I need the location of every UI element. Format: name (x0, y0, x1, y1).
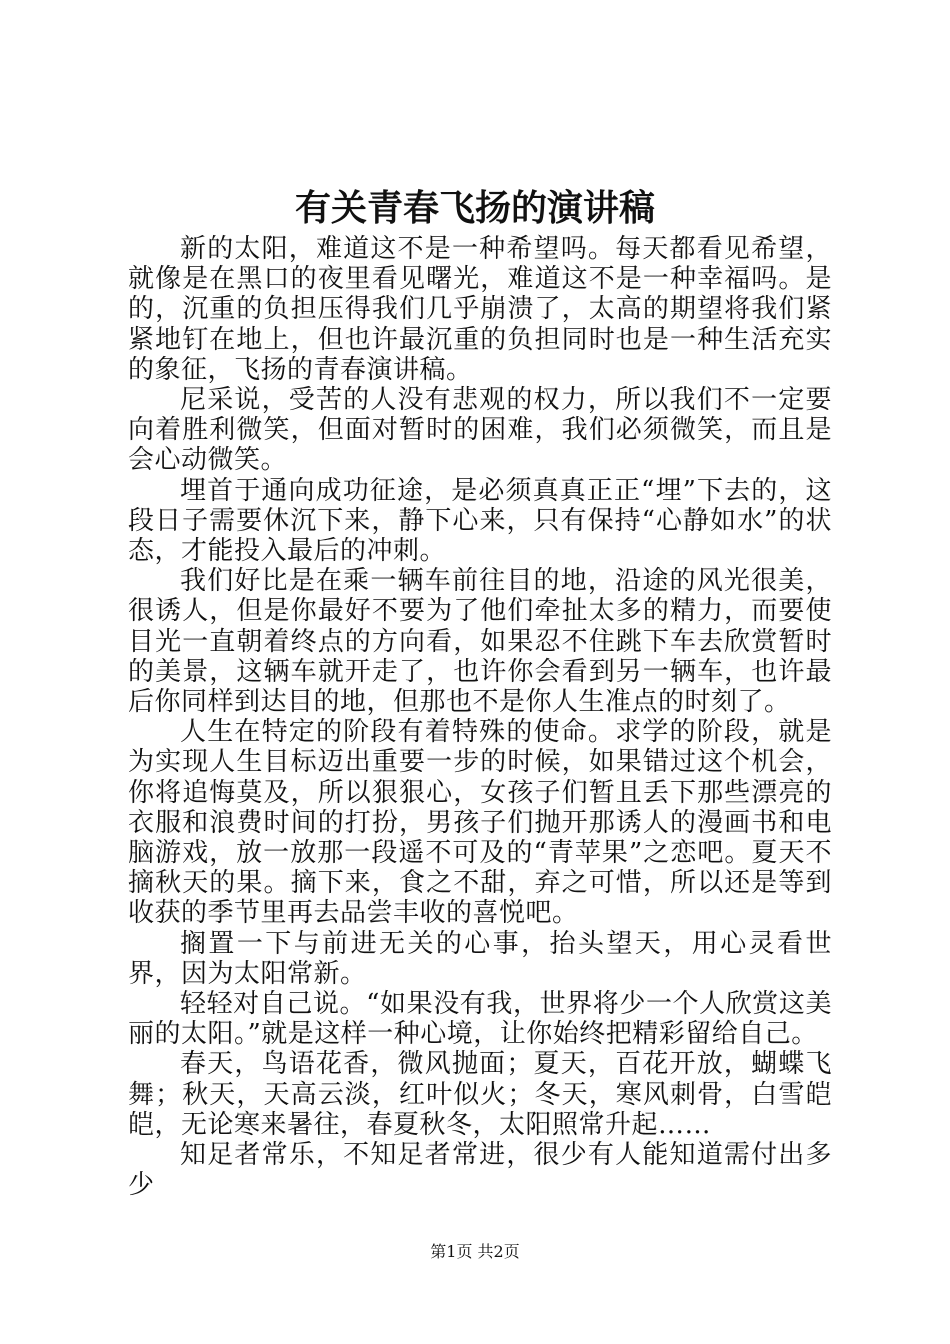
paragraph-5: 人生在特定的阶段有着特殊的使命。求学的阶段，就是为实现人生目标迈出重要一步的时候，如果错过这个机会，你将追悔莫及，所以狠狠心，女孩子们暂且丢下那些漂亮的衣服和浪费时间的打扮，男孩子们抛开那诱人的漫画书和电脑游戏，放一放那一段遥不可及的“青苹果”之恋吧。夏天不摘秋天的果。摘下来，食之不甜，弃之可惜，所以还是等到收获的季节里再去品尝丰收的喜悦吧。 (128, 717, 832, 929)
paragraph-8: 春天，鸟语花香，微风抛面；夏天，百花开放，蝴蝶飞舞；秋天，天高云淡，红叶似火；冬天，寒风刺骨，白雪皑皑，无论寒来暑往，春夏秋冬，太阳照常升起…… (128, 1049, 832, 1140)
paragraph-2: 尼采说，受苦的人没有悲观的权力，所以我们不一定要向着胜利微笑，但面对暂时的困难，我们必须微笑，而且是会心动微笑。 (128, 385, 832, 476)
paragraph-7: 轻轻对自己说。“如果没有我，世界将少一个人欣赏这美丽的太阳。”就是这样一种心境，让你始终把精彩留给自己。 (128, 989, 832, 1050)
paragraph-4: 我们好比是在乘一辆车前往目的地，沿途的风光很美，很诱人，但是你最好不要为了他们牵扯太多的精力，而要使目光一直朝着终点的方向看，如果忍不住跳下车去欣赏暂时的美景，这辆车就开走了，也许你会看到另一辆车，也许最后你同样到达目的地，但那也不是你人生准点的时刻了。 (128, 566, 832, 718)
document-body (128, 234, 832, 1201)
page-number-footer: 第1页 共2页 (430, 1242, 520, 1261)
paragraph-6: 搁置一下与前进无关的心事，抬头望天，用心灵看世界，因为太阳常新。 (128, 928, 832, 989)
paragraph-3: 埋首于通向成功征途，是必须真真正正“埋”下去的，这段日子需要休沉下来，静下心来，只有保持“心静如水”的状态，才能投入最后的冲刺。 (128, 475, 832, 567)
document-title: 有关青春飞扬的演讲稿 (294, 188, 655, 229)
paragraph-9: 知足者常乐，不知足者常进，很少有人能知道需付出多少 (128, 1140, 832, 1201)
paragraph-1: 新的太阳，难道这不是一种希望吗。每天都看见希望，就像是在黑口的夜里看见曙光，难道这不是一种幸福吗。是的，沉重的负担压得我们几乎崩溃了，太高的期望将我们紧紧地钉在地上，但也许最沉重的负担同时也是一种生活充实的象征，飞扬的青春演讲稿。 (128, 234, 832, 385)
